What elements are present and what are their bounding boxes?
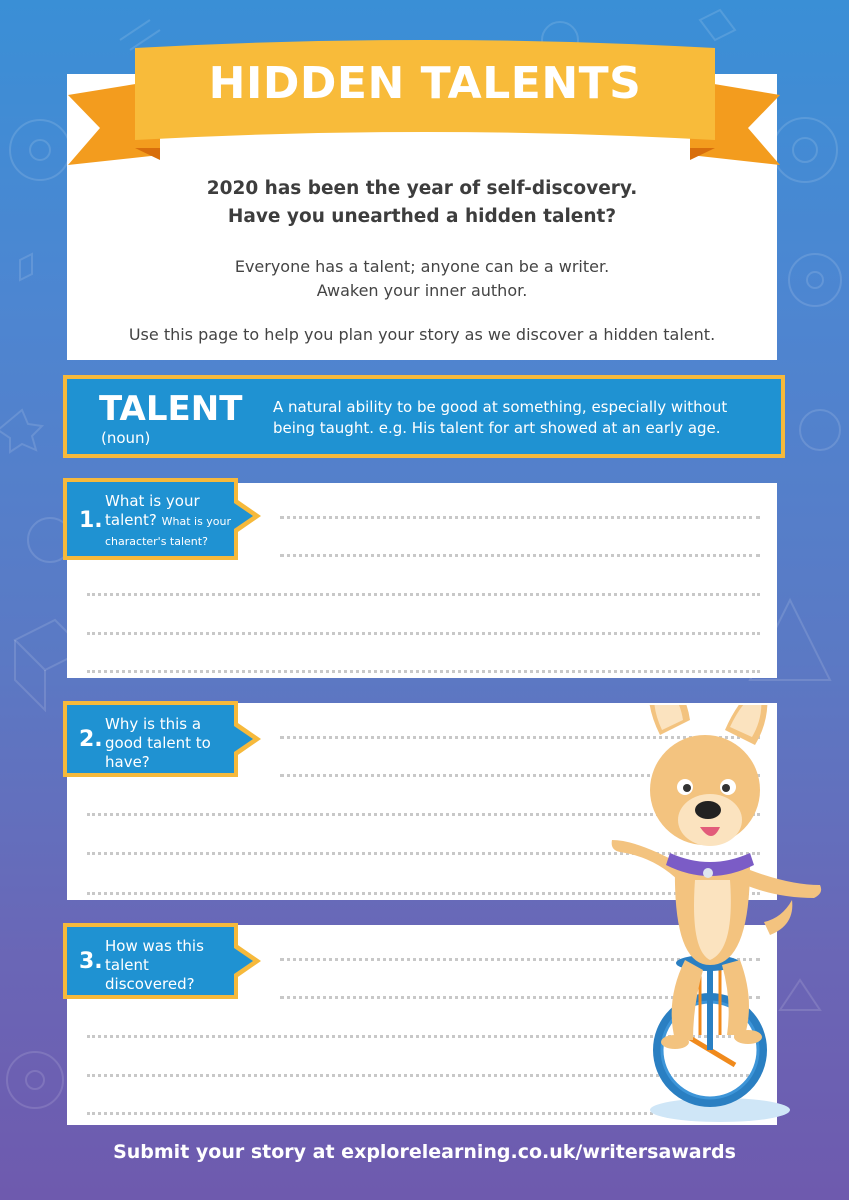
question-3-pointer-fill <box>234 948 253 974</box>
definition-text: A natural ability to be good at something, especially without being taught. e.g. His talent for art showed at an early age. <box>273 398 728 437</box>
intro-heading-line-1: 2020 has been the year of self-discovery. <box>206 178 638 199</box>
submit-footer: Submit your story at explorelearning.co.uk/writersawards <box>113 1141 736 1163</box>
writing-line[interactable] <box>87 632 760 635</box>
question-2-label <box>63 701 238 777</box>
writing-line[interactable] <box>87 593 760 596</box>
intro-heading-line-2: Have you unearthed a hidden talent? <box>227 206 617 227</box>
writing-line[interactable] <box>280 554 760 557</box>
question-1-text <box>105 492 235 551</box>
question-3-text: How was this talent discovered? <box>105 937 204 993</box>
definition-word: TALENT <box>99 389 243 429</box>
writing-line[interactable] <box>280 516 760 519</box>
intro-line-2: Awaken your inner author. <box>316 281 528 300</box>
intro-line-3: Use this page to help you plan your story as we discover a hidden talent. <box>128 325 716 344</box>
question-2-number: 2. <box>79 727 103 752</box>
question-1-subtext: What is your character's talent? <box>105 515 232 548</box>
definition-box <box>63 375 785 458</box>
question-2-pointer-fill <box>234 726 253 752</box>
dog-on-unicycle-illustration <box>590 705 840 1130</box>
question-3-number: 3. <box>79 949 103 974</box>
writing-line[interactable] <box>87 670 760 673</box>
definition-part-of-speech: (noun) <box>101 429 151 447</box>
question-2-text: Why is this a good talent to have? <box>105 715 211 771</box>
question-1-main: What is your talent? <box>105 492 200 529</box>
question-1-label <box>63 478 238 560</box>
question-1-number: 1. <box>79 508 103 533</box>
intro-line-1: Everyone has a talent; anyone can be a writer. <box>234 257 610 276</box>
question-1-pointer-fill <box>234 503 253 529</box>
question-3-label <box>63 923 238 999</box>
page-title: HIDDEN TALENTS <box>208 58 642 109</box>
